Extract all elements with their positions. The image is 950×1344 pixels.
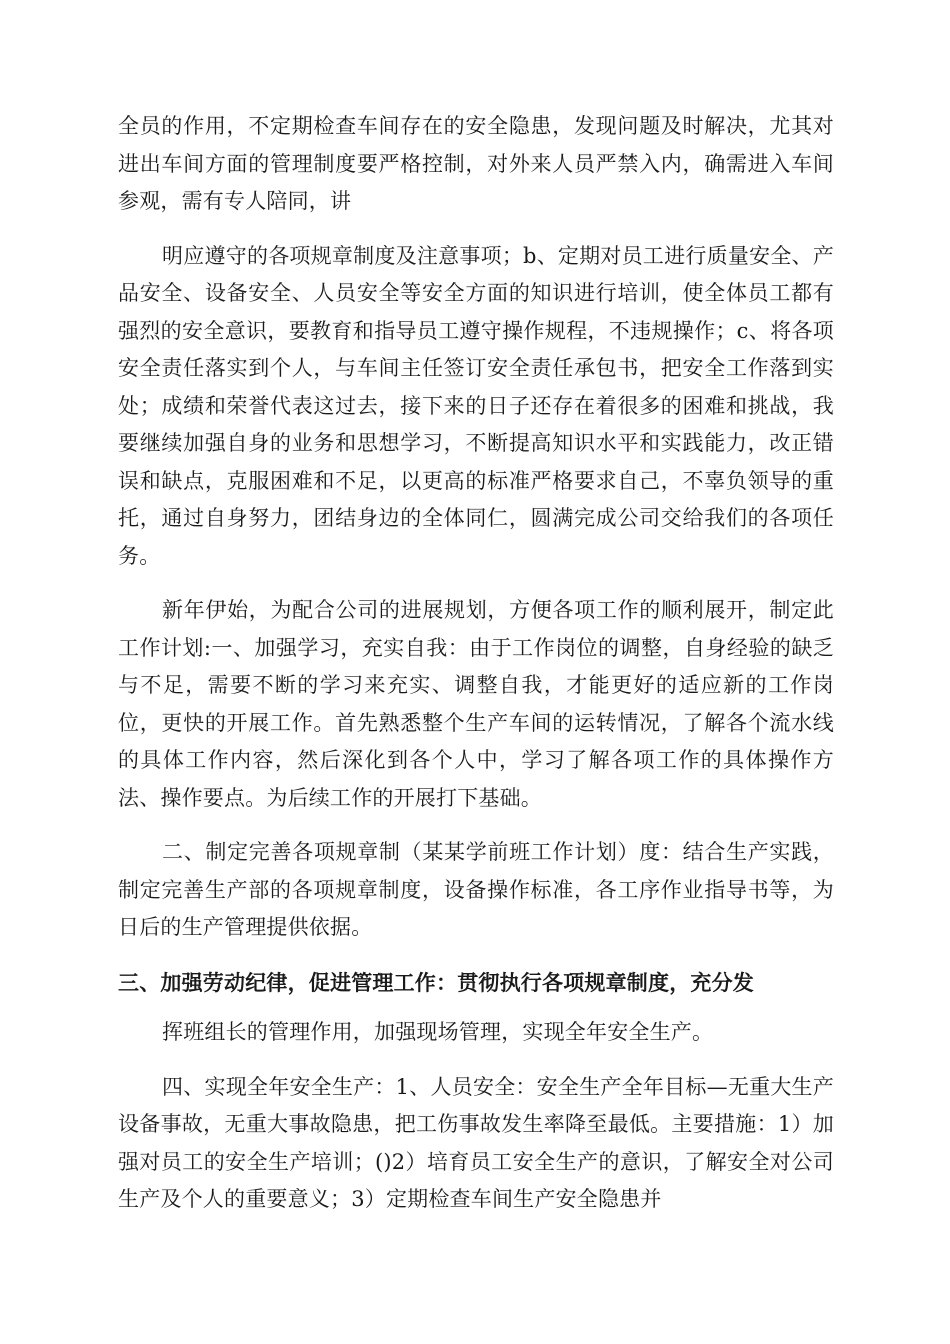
paragraph-6: 挥班组长的管理作用，加强现场管理，实现全年安全生产。	[162, 1020, 714, 1044]
paragraph-7: 四、实现全年安全生产：1、人员安全：安全生产全年目标—无重大生产设备事故，无重大事故隐患，把工伤事故发生率降至最低。主要措施：1）加强对员工的安全生产培训；()2）培育员工安全生产的意识，了解安全对公司生产及个人的重要意义；3）定期检查车间生产安全隐患并	[118, 1074, 834, 1211]
paragraph-1: 全员的作用，不定期检查车间存在的安全隐患，发现问题及时解决，尤其对进出车间方面的管理制度要严格控制，对外来人员严禁入内，确需进入车间参观，需有专人陪同，讲	[118, 114, 834, 213]
paragraph-2: 明应遵守的各项规章制度及注意事项；b、定期对员工进行质量安全、产品安全、设备安全、人员安全等安全方面的知识进行培训，使全体员工都有强烈的安全意识，要教育和指导员工遵守操作规程，不违规操作；c、将各项安全责任落实到个人，与车间主任签订安全责任承包书，把安全工作落到实处；成绩和荣誉代表这过去，接下来的日子还存在着很多的困难和挑战，我要继续加强自身的业务和思想学习，不断提高知识水平和实践能力，改正错误和缺点，克服困难和不足，以更高的标准严格要求自己，不辜负领导的重托，通过自身努力，团结身边的全体同仁，圆满完成公司交给我们的各项任务。	[118, 243, 834, 568]
paragraph-3: 新年伊始，为配合公司的进展规划，方便各项工作的顺利展开，制定此工作计划:一、加强学习，充实自我：由于工作岗位的调整，自身经验的缺乏与不足，需要不断的学习来充实、调整自我，才能更好的适应新的工作岗位，更快的开展工作。首先熟悉整个生产车间的运转情况，了解各个流水线的具体工作内容，然后深化到各个人中，学习了解各项工作的具体操作方法、操作要点。为后续工作的开展打下基础。	[118, 598, 834, 810]
section-heading-3: 三、加强劳动纪律，促进管理工作：贯彻执行各项规章制度，充分发	[118, 969, 754, 995]
paragraph-4: 二、制定完善各项规章制（某某学前班工作计划）度：结合生产实践，制定完善生产部的各项规章制度，设备操作标准，各工序作业指导书等，为日后的生产管理提供依据。	[118, 840, 834, 939]
document-page	[118, 108, 834, 1219]
